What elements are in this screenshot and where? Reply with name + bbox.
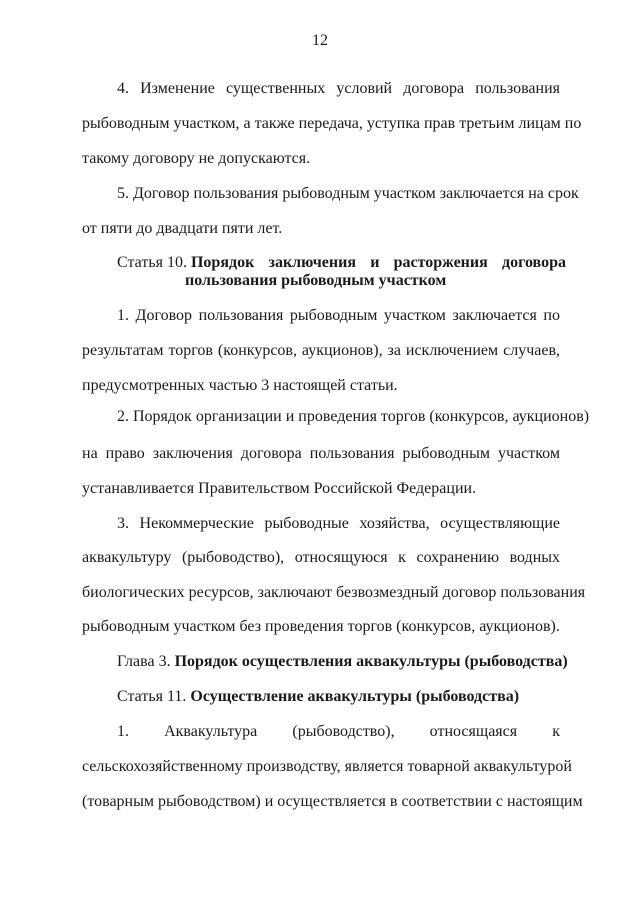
article-10-p1-line-1: 1. Договор пользования рыбоводным участком заключается по [117,307,560,324]
article-10-p3-line-1: 3. Некоммерческие рыбоводные хозяйства, осуществляющие [117,515,560,532]
article-11-p1-line-1: 1. Аквакультура (рыбоводство), относящаяся к [117,723,560,740]
article-11-p1-line-2: сельскохозяйственному производству, является товарной аквакультурой [82,758,572,775]
paragraph-5-line-1: 5. Договор пользования рыбоводным участком заключается на срок [117,185,579,202]
paragraph-5-line-2: от пяти до двадцати пяти лет. [82,220,283,237]
article-10-p3-line-3: биологических ресурсов, заключают безвозмездный договор пользования [82,584,586,601]
chapter-3-title: Порядок осуществления аквакультуры (рыбоводства) [174,653,568,670]
article-11-prefix: Статья 11. [117,688,187,705]
article-10-p3-line-4: рыбоводным участком без проведения торгов (конкурсов, аукционов). [82,618,560,635]
paragraph-4-line-2: рыбоводным участком, а также передача, уступка прав третьим лицам по [82,115,582,132]
paragraph-4-line-1: 4. Изменение существенных условий договора пользования [117,80,560,97]
article-10-title-line-1: Порядок заключения и расторжения договора [190,254,566,271]
article-11-title: Осуществление аквакультуры (рыбоводства) [190,688,520,705]
paragraph-4-line-3: такому договору не допускаются. [82,150,311,167]
article-10-p1-line-2: результатам торгов (конкурсов, аукционов), за исключением случаев, [82,342,560,359]
article-10-prefix: Статья 10. [117,254,187,271]
article-10-p2-line-3: устанавливается Правительством Российской Федерации. [82,480,477,497]
article-10-heading-line-1 [117,253,566,273]
article-10-p1-line-3: предусмотренных частью 3 настоящей статьи. [82,377,398,394]
article-10-title-line-2: пользования рыбоводным участком [185,272,447,289]
chapter-3-heading [117,652,568,672]
article-10-heading-line-2 [185,271,640,291]
article-11-heading [117,687,560,707]
article-10-p2-line-1: 2. Порядок организации и проведения торгов (конкурсов, аукционов) [117,408,590,425]
chapter-3-prefix: Глава 3. [117,653,171,670]
article-10-p3-line-2: аквакультуру (рыбоводство), относящуюся к сохранению водных [82,549,560,566]
article-10-p2-line-2: на право заключения договора пользования рыбоводным участком [82,445,560,462]
page-number: 12 [312,32,328,49]
article-11-p1-line-3: (товарным рыбоводством) и осуществляется в соответствии с настоящим [82,793,583,810]
